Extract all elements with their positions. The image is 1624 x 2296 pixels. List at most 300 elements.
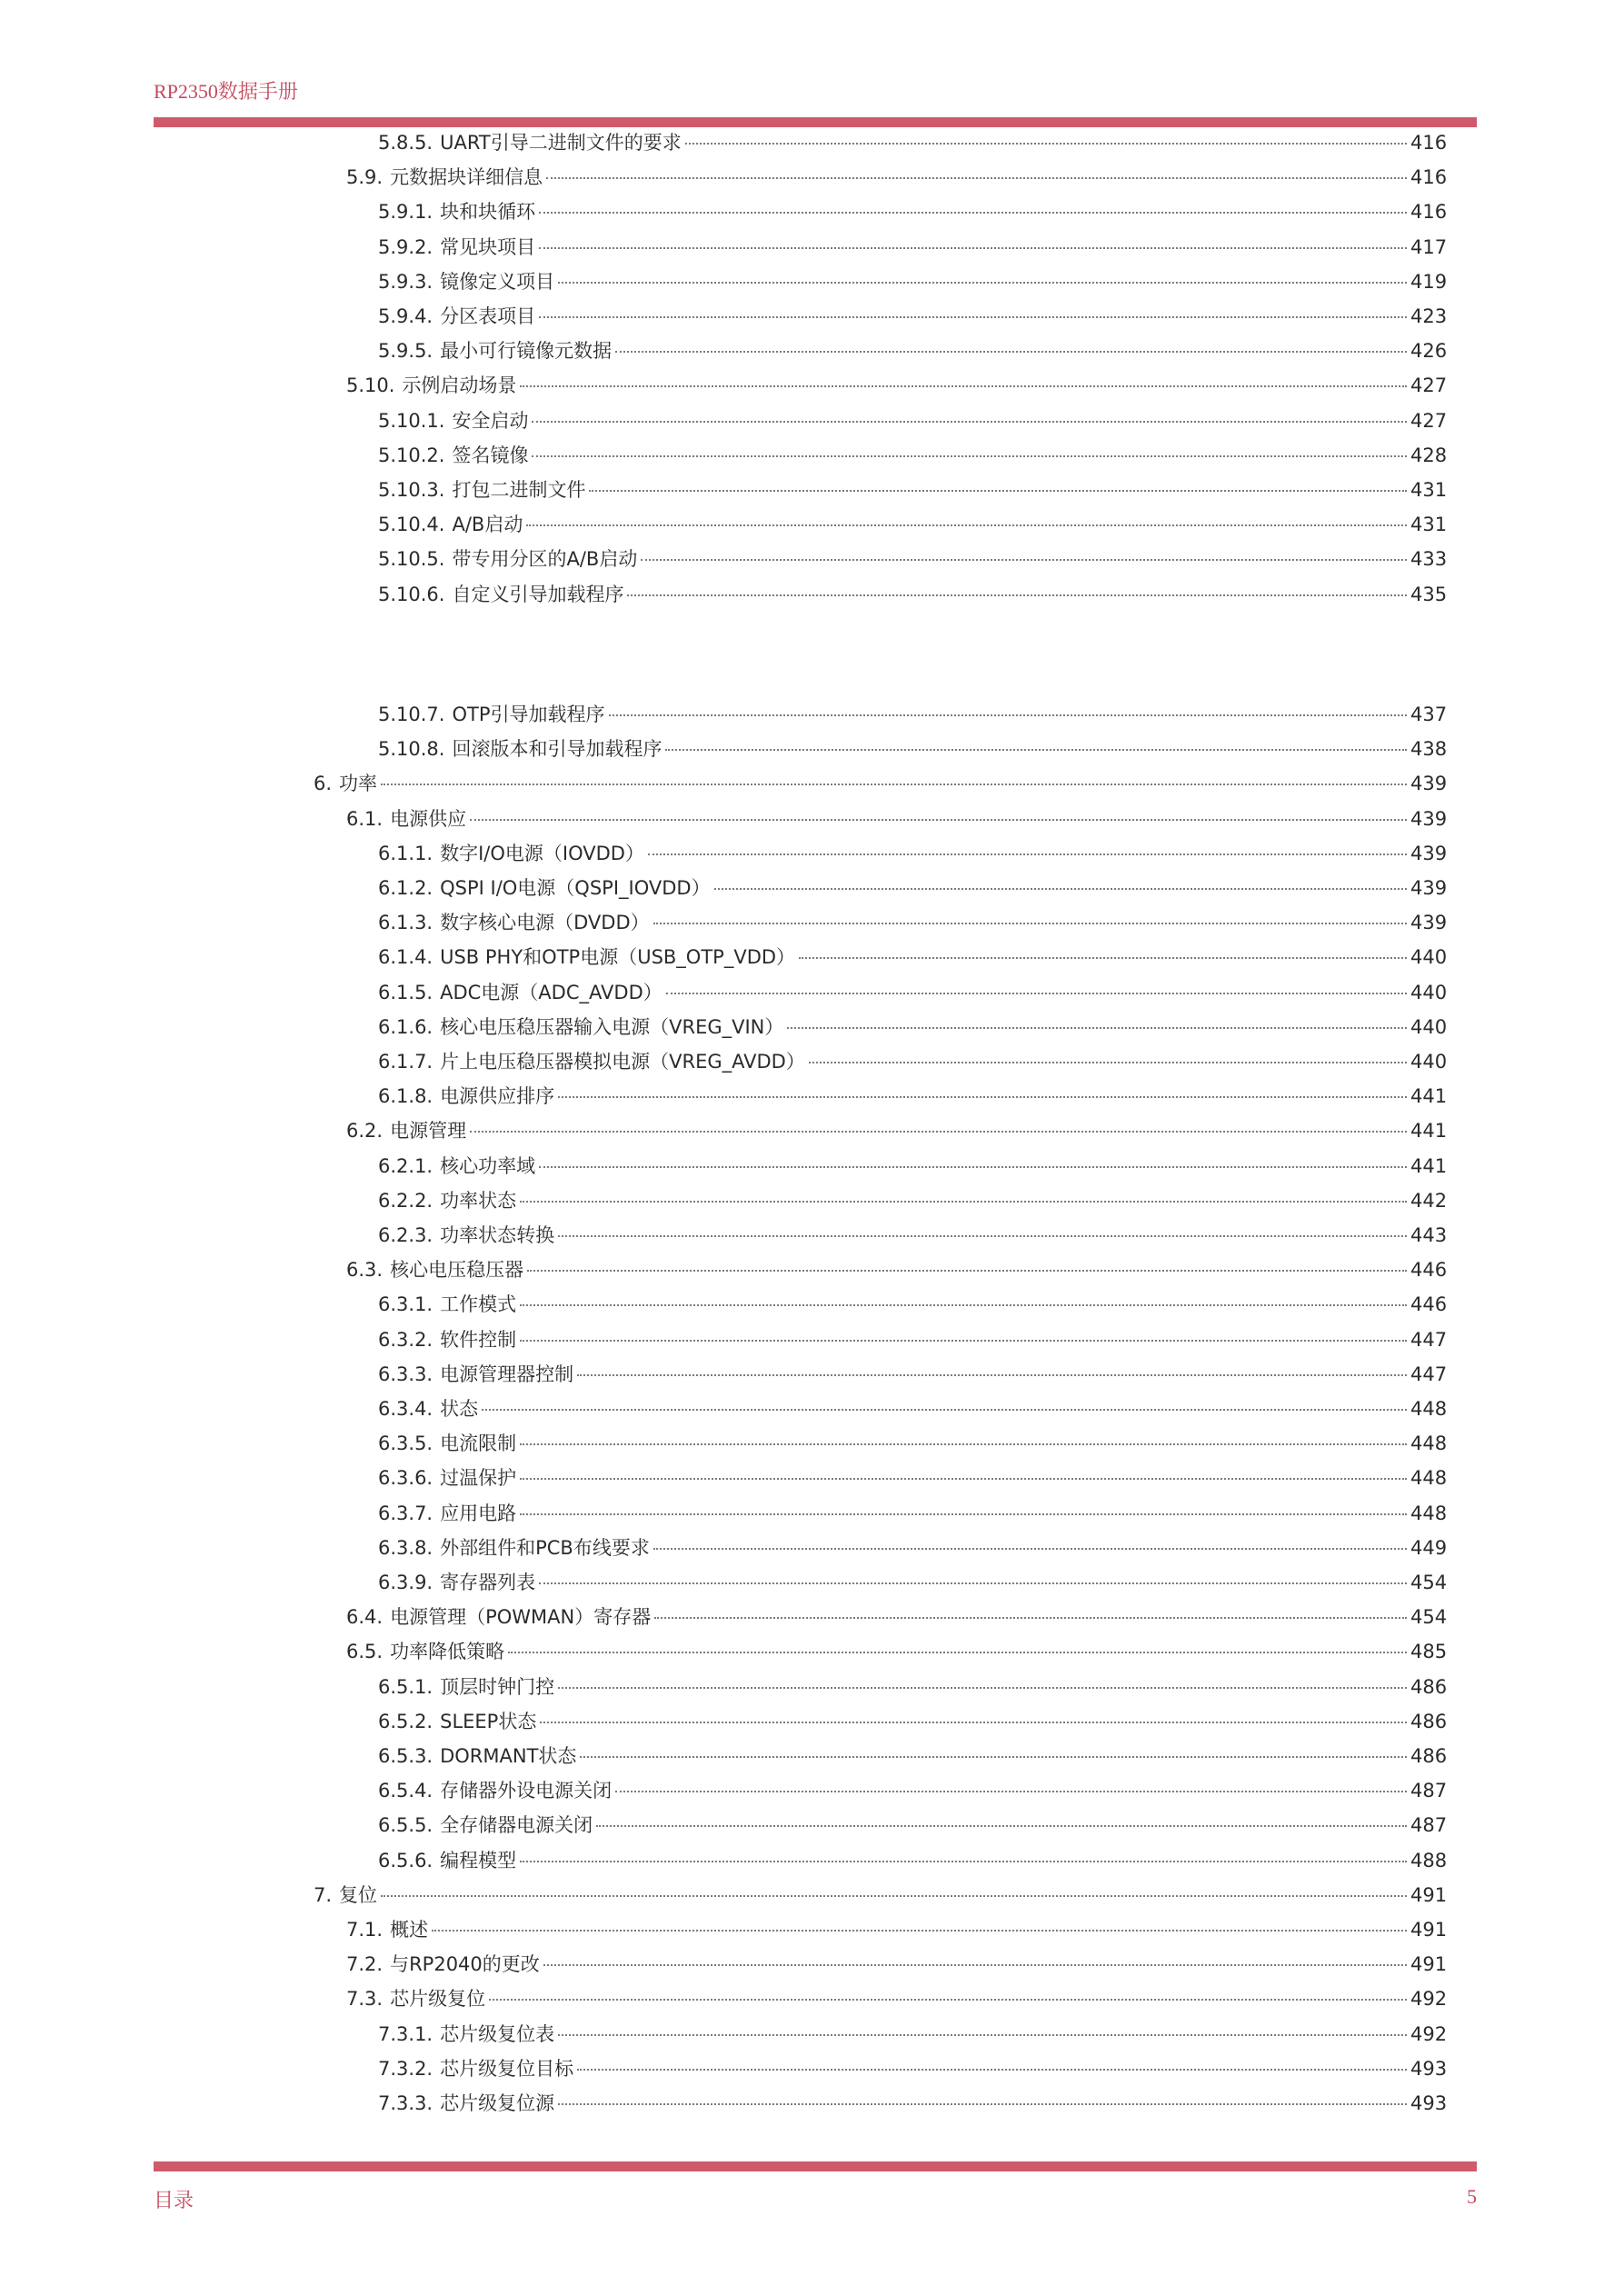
toc-entry[interactable] xyxy=(378,1812,1447,1839)
toc-entry-page: 417 xyxy=(1410,235,1448,258)
toc-entry-title: UART引导二进制文件的要求 xyxy=(440,132,682,154)
toc-entry-number: 6.1.1. xyxy=(378,842,433,864)
toc-entry[interactable] xyxy=(378,1187,1447,1214)
toc-entry-number: 6.1. xyxy=(346,807,384,830)
toc-entry-label xyxy=(378,2055,573,2082)
toc-entry[interactable] xyxy=(346,1916,1447,1943)
toc-entry-label xyxy=(346,164,543,191)
dot-leader xyxy=(526,524,1407,526)
toc-entry-number: 5.10.4. xyxy=(378,514,445,536)
dot-leader xyxy=(520,1340,1407,1342)
toc-entry[interactable] xyxy=(378,874,1447,902)
dot-leader xyxy=(787,1027,1407,1029)
toc-entry-title: 功率降低策略 xyxy=(390,1641,505,1663)
toc-entry-label xyxy=(378,1187,516,1214)
toc-entry-title: 数字核心电源（DVDD） xyxy=(440,912,650,934)
toc-entry[interactable] xyxy=(378,1500,1447,1527)
toc-entry-label xyxy=(378,735,662,763)
toc-entry-title: 软件控制 xyxy=(440,1328,517,1351)
dot-leader xyxy=(580,1756,1407,1758)
toc-entry-label xyxy=(378,909,650,936)
dot-leader xyxy=(527,1270,1407,1272)
toc-entry-title: 最小可行镜像元数据 xyxy=(440,340,613,363)
toc-entry-page: 437 xyxy=(1410,704,1448,725)
dot-leader xyxy=(543,1964,1407,1966)
toc-entry-title: 电源供应排序 xyxy=(440,1085,555,1108)
toc-entry-title: 自定义引导加载程序 xyxy=(452,583,624,605)
dot-leader xyxy=(532,421,1407,423)
toc-entry[interactable] xyxy=(346,1638,1447,1665)
toc-entry-label xyxy=(378,2090,554,2117)
toc-entry-page: 438 xyxy=(1410,738,1448,761)
toc-entry-number: 6.1.8. xyxy=(378,1085,433,1108)
toc-entry-number: 6.2.2. xyxy=(378,1189,433,1212)
toc-entry-label xyxy=(378,303,535,330)
toc-entry[interactable] xyxy=(314,1882,1447,1909)
toc-entry-label xyxy=(346,1916,428,1943)
toc-entry-number: 6.3.1. xyxy=(378,1293,433,1316)
toc-entry-page: 492 xyxy=(1410,2022,1448,2045)
toc-entry-page: 447 xyxy=(1410,1363,1448,1385)
toc-entry-number: 6.5.6. xyxy=(378,1849,433,1872)
toc-entry-label xyxy=(378,1812,593,1839)
toc-entry-title: 电源供应 xyxy=(390,807,467,830)
toc-entry-title: 打包二进制文件 xyxy=(452,479,586,501)
toc-entry-title: 片上电压稳压器模拟电源（VREG_AVDD） xyxy=(440,1051,805,1073)
toc-entry-label xyxy=(378,979,663,1006)
toc-entry-page: 440 xyxy=(1410,1051,1448,1073)
toc-entry-page: 493 xyxy=(1410,2092,1448,2114)
toc-entry-title: 块和块循环 xyxy=(440,201,536,224)
toc-entry-page: 435 xyxy=(1410,583,1448,605)
toc-entry-number: 6.3.9. xyxy=(378,1572,433,1593)
toc-entry-page: 448 xyxy=(1410,1398,1448,1420)
dot-leader xyxy=(648,854,1407,855)
toc-entry-page: 441 xyxy=(1410,1120,1448,1143)
toc-entry[interactable] xyxy=(378,2055,1447,2082)
dot-leader xyxy=(540,1722,1407,1723)
toc-entry-title: 寄存器列表 xyxy=(440,1572,536,1593)
toc-entry-title: 全存储器电源关闭 xyxy=(440,1814,593,1837)
footer-section-label: 目录 xyxy=(154,2189,194,2211)
dot-leader xyxy=(520,385,1407,387)
toc-entry[interactable] xyxy=(378,1569,1447,1596)
toc-entry-title: 功率状态转换 xyxy=(440,1224,555,1246)
toc-entry[interactable] xyxy=(378,337,1447,364)
dot-leader xyxy=(685,143,1407,145)
toc-entry[interactable] xyxy=(346,805,1447,833)
toc-entry-title: 安全启动 xyxy=(452,409,529,432)
toc-entry-page: 439 xyxy=(1410,912,1448,934)
toc-entry-number: 5.9.3. xyxy=(378,270,433,293)
toc-entry-title: 状态 xyxy=(440,1398,479,1420)
toc-entry-page: 491 xyxy=(1410,1883,1448,1906)
toc-entry[interactable] xyxy=(346,1951,1447,1978)
toc-entry-label xyxy=(314,1882,377,1909)
dot-leader xyxy=(653,923,1407,924)
toc-entry-number: 5.9.5. xyxy=(378,340,433,363)
toc-entry-label xyxy=(378,1013,783,1041)
toc-entry[interactable] xyxy=(378,735,1447,763)
toc-entry-number: 6.1.3. xyxy=(378,912,433,934)
toc-entry-page: 448 xyxy=(1410,1433,1448,1455)
toc-entry-number: 5.10.5. xyxy=(378,548,445,571)
toc-entry-page: 442 xyxy=(1410,1189,1448,1212)
toc-entry-title: 核心电压稳压器 xyxy=(390,1259,524,1282)
toc-entry-label xyxy=(378,1326,516,1353)
dot-leader xyxy=(432,1930,1407,1932)
toc-entry-label xyxy=(378,476,585,504)
toc-entry-number: 5.9.1. xyxy=(378,201,433,224)
toc-entry-label xyxy=(378,1777,612,1804)
toc-entry-number: 6.3.3. xyxy=(378,1363,433,1385)
toc-entry-title: SLEEP状态 xyxy=(440,1710,537,1732)
toc-entry-page: 487 xyxy=(1410,1814,1448,1837)
dot-leader xyxy=(482,1409,1407,1411)
toc-entry[interactable] xyxy=(378,1291,1447,1318)
toc-entry[interactable] xyxy=(378,1326,1447,1353)
toc-entry-title: 应用电路 xyxy=(440,1502,517,1524)
toc-entry[interactable] xyxy=(378,442,1447,469)
toc-entry-page: 491 xyxy=(1410,1953,1448,1976)
toc-entry-number: 6.3.5. xyxy=(378,1433,433,1455)
toc-entry-title: 电源管理器控制 xyxy=(440,1363,574,1385)
toc-entry-title: 与RP2040的更改 xyxy=(390,1953,540,1976)
toc-entry-title: 芯片级复位目标 xyxy=(440,2057,574,2080)
toc-entry-page: 486 xyxy=(1410,1675,1448,1698)
dot-leader xyxy=(615,1791,1407,1792)
dot-leader xyxy=(520,1443,1407,1445)
toc-entry-page: 454 xyxy=(1410,1572,1448,1593)
toc-entry-title: 分区表项目 xyxy=(440,305,536,327)
toc-entry-title: 复位 xyxy=(339,1883,378,1906)
toc-entry-page: 416 xyxy=(1410,166,1448,189)
toc-entry-page: 486 xyxy=(1410,1710,1448,1732)
toc-entry-label xyxy=(378,1048,805,1075)
toc-entry-label xyxy=(378,268,554,295)
toc-entry-title: DORMANT状态 xyxy=(440,1745,577,1767)
toc-entry[interactable] xyxy=(378,1673,1447,1701)
dot-leader xyxy=(520,1478,1407,1480)
toc-entry-page: 427 xyxy=(1410,409,1448,432)
toc-entry-number: 6.5.2. xyxy=(378,1710,433,1732)
dot-leader xyxy=(653,1548,1407,1550)
toc-entry-label xyxy=(378,545,637,573)
dot-leader xyxy=(596,1825,1407,1827)
toc-entry-title: 电源管理 xyxy=(390,1120,467,1143)
toc-entry-page: 488 xyxy=(1410,1849,1448,1872)
toc-entry-title: 功率状态 xyxy=(440,1189,517,1212)
toc-entry-number: 6.3. xyxy=(346,1259,384,1282)
toc-entry-number: 6.2. xyxy=(346,1120,384,1143)
dot-leader xyxy=(539,1166,1407,1168)
toc-entry-number: 6. xyxy=(314,773,333,795)
toc-entry-page: 426 xyxy=(1410,340,1448,363)
toc-entry[interactable] xyxy=(378,979,1447,1006)
toc-entry-page: 448 xyxy=(1410,1502,1448,1524)
toc-entry-page: 485 xyxy=(1410,1641,1448,1663)
toc-entry-label xyxy=(378,1222,554,1249)
toc-entry-number: 6.5.3. xyxy=(378,1745,433,1767)
toc-entry-page: 441 xyxy=(1410,1085,1448,1108)
toc-entry-label xyxy=(378,1534,650,1562)
dot-leader xyxy=(520,1304,1407,1306)
toc-entry[interactable] xyxy=(378,1083,1447,1110)
toc-entry-label xyxy=(378,1395,478,1423)
toc-entry-page: 441 xyxy=(1410,1154,1448,1177)
dot-leader xyxy=(666,993,1407,994)
toc-entry-label xyxy=(378,129,682,156)
toc-entry-number: 6.3.8. xyxy=(378,1536,433,1559)
toc-entry-title: 数字I/O电源（IOVDD） xyxy=(440,842,644,864)
toc-entry-page: 439 xyxy=(1410,807,1448,830)
toc-entry-label xyxy=(378,234,535,261)
toc-entry-title: 芯片级复位 xyxy=(390,1988,486,2011)
toc-entry-title: 电源管理（POWMAN）寄存器 xyxy=(390,1606,652,1629)
toc-entry-number: 6.3.6. xyxy=(378,1467,433,1490)
toc-entry-number: 5.10.6. xyxy=(378,583,445,605)
toc-entry-number: 6.2.1. xyxy=(378,1154,433,1177)
toc-entry[interactable] xyxy=(378,1430,1447,1457)
toc-entry[interactable] xyxy=(378,545,1447,573)
dot-leader xyxy=(809,1062,1407,1063)
dot-leader xyxy=(470,1131,1407,1133)
toc-entry-number: 7.3.1. xyxy=(378,2022,433,2045)
toc-entry-number: 7.3.2. xyxy=(378,2057,433,2080)
toc-entry[interactable] xyxy=(378,303,1447,330)
toc-entry-title: 镜像定义项目 xyxy=(440,270,555,293)
toc-entry[interactable] xyxy=(378,1534,1447,1562)
toc-entry-label xyxy=(378,337,612,364)
dot-leader xyxy=(546,177,1407,179)
toc-entry-page: 449 xyxy=(1410,1536,1448,1559)
toc-entry-page: 423 xyxy=(1410,305,1448,327)
toc-entry[interactable] xyxy=(378,1395,1447,1423)
toc-entry-label xyxy=(378,198,535,225)
toc-entry-page: 416 xyxy=(1410,201,1448,224)
toc-entry-page: 493 xyxy=(1410,2057,1448,2080)
toc-entry[interactable] xyxy=(378,2090,1447,2117)
toc-entry[interactable] xyxy=(378,581,1447,608)
dot-leader xyxy=(589,490,1407,492)
toc-entry-title: OTP引导加载程序 xyxy=(452,704,605,725)
toc-entry-label xyxy=(378,1430,516,1457)
toc-entry-number: 5.10.7. xyxy=(378,704,445,725)
dot-leader xyxy=(654,1617,1407,1619)
toc-entry-number: 6.5.1. xyxy=(378,1675,433,1698)
toc-entry-title: 带专用分区的A/B启动 xyxy=(452,548,638,571)
toc-entry-label xyxy=(378,1153,535,1180)
toc-entry-label xyxy=(378,1291,516,1318)
dot-leader xyxy=(799,957,1407,959)
toc-entry-number: 6.3.2. xyxy=(378,1328,433,1351)
toc-entry[interactable] xyxy=(378,476,1447,504)
toc-entry[interactable] xyxy=(346,1603,1447,1631)
toc-entry-label xyxy=(378,581,623,608)
toc-entry-number: 5.10.2. xyxy=(378,444,445,466)
toc-entry-label xyxy=(378,407,528,434)
toc-entry-label xyxy=(346,1117,466,1144)
toc-entry-number: 6.1.4. xyxy=(378,946,433,969)
toc-entry[interactable] xyxy=(378,1777,1447,1804)
toc-entry-number: 5.10.8. xyxy=(378,738,445,761)
toc-entry-title: QSPI I/O电源（QSPI_IOVDD） xyxy=(440,877,711,899)
toc-entry[interactable] xyxy=(378,1361,1447,1388)
toc-entry-label xyxy=(346,1985,485,2012)
toc-entry-page: 439 xyxy=(1410,877,1448,899)
toc-entry-label xyxy=(314,770,377,797)
toc-entry[interactable] xyxy=(378,129,1447,156)
dot-leader xyxy=(714,888,1407,890)
toc-entry-title: A/B启动 xyxy=(452,514,523,536)
toc-entry-page: 446 xyxy=(1410,1259,1448,1282)
toc-entry-number: 6.3.4. xyxy=(378,1398,433,1420)
toc-entry-number: 6.5.4. xyxy=(378,1780,433,1802)
toc-entry-title: 示例启动场景 xyxy=(402,374,517,397)
toc-entry-page: 447 xyxy=(1410,1328,1448,1351)
toc-entry[interactable] xyxy=(378,1048,1447,1075)
toc-entry-page: 439 xyxy=(1410,842,1448,864)
toc-entry-number: 7. xyxy=(314,1883,333,1906)
toc-entry-number: 6.3.7. xyxy=(378,1502,433,1524)
dot-leader xyxy=(558,1235,1407,1237)
toc-entry-page: 431 xyxy=(1410,479,1448,501)
dot-leader xyxy=(615,351,1407,353)
toc-entry[interactable] xyxy=(346,372,1447,399)
toc-entry[interactable] xyxy=(378,840,1447,867)
toc-entry-label xyxy=(346,805,466,833)
toc-entry-title: 芯片级复位源 xyxy=(440,2092,555,2114)
toc-entry-label xyxy=(378,1847,516,1874)
toc-entry-number: 5.10.3. xyxy=(378,479,445,501)
toc-entry-title: 外部组件和PCB布线要求 xyxy=(440,1536,650,1559)
toc-entry[interactable] xyxy=(378,1847,1447,1874)
toc-entry[interactable] xyxy=(378,407,1447,434)
toc-entry[interactable] xyxy=(378,1708,1447,1735)
toc-entry-page: 419 xyxy=(1410,270,1448,293)
toc-entry-title: 顶层时钟门控 xyxy=(440,1675,555,1698)
toc-entry-page: 448 xyxy=(1410,1467,1448,1490)
toc-entry[interactable] xyxy=(378,701,1447,728)
toc-entry-label xyxy=(378,1500,516,1527)
toc-entry-title: 签名镜像 xyxy=(452,444,529,466)
dot-leader xyxy=(381,1895,1407,1897)
toc-entry-label xyxy=(378,1464,516,1492)
toc-entry-page: 439 xyxy=(1410,773,1448,795)
toc-entry-title: 工作模式 xyxy=(440,1293,517,1316)
dot-leader xyxy=(627,594,1407,596)
toc-entry[interactable] xyxy=(346,1256,1447,1283)
dot-leader xyxy=(539,316,1407,318)
footer-rule xyxy=(154,2161,1477,2171)
toc-entry-number: 6.4. xyxy=(346,1606,384,1629)
toc-entry-number: 5.8.5. xyxy=(378,132,433,154)
dot-leader xyxy=(470,819,1407,821)
toc-entry-title: 元数据块详细信息 xyxy=(390,166,543,189)
toc-entry[interactable] xyxy=(378,1222,1447,1249)
toc-entry-number: 7.1. xyxy=(346,1919,384,1941)
toc-entry-label xyxy=(378,943,795,971)
toc-entry[interactable] xyxy=(378,234,1447,261)
toc-entry[interactable] xyxy=(378,1153,1447,1180)
toc-entry-label xyxy=(346,1256,523,1283)
toc-entry-label xyxy=(378,2021,554,2048)
toc-entry[interactable] xyxy=(378,511,1447,538)
toc-entry-number: 5.9. xyxy=(346,166,384,189)
toc-entry-page: 454 xyxy=(1410,1606,1448,1629)
toc-entry-title: 过温保护 xyxy=(440,1467,517,1490)
toc-entry-number: 7.3.3. xyxy=(378,2092,433,2114)
dot-leader xyxy=(539,1582,1407,1584)
toc-entry[interactable] xyxy=(378,1013,1447,1041)
toc-entry-title: 概述 xyxy=(390,1919,429,1941)
toc-entry-page: 440 xyxy=(1410,981,1448,1003)
dot-leader xyxy=(520,1201,1407,1203)
toc-entry-title: 功率 xyxy=(339,773,378,795)
toc-entry-page: 416 xyxy=(1410,132,1448,154)
page-number: 5 xyxy=(1467,2185,1477,2208)
toc-entry-label xyxy=(378,1083,554,1110)
toc-entry-page: 428 xyxy=(1410,444,1448,466)
dot-leader xyxy=(665,749,1407,751)
toc-entry[interactable] xyxy=(378,1742,1447,1770)
dot-leader xyxy=(558,2103,1407,2105)
toc-entry-number: 5.10. xyxy=(346,374,395,397)
toc-entry[interactable] xyxy=(378,268,1447,295)
toc-entry-number: 7.3. xyxy=(346,1988,384,2011)
toc-entry-page: 486 xyxy=(1410,1745,1448,1767)
toc-entry[interactable] xyxy=(378,198,1447,225)
dot-leader xyxy=(558,1687,1407,1689)
toc-entry-number: 5.10.1. xyxy=(378,409,445,432)
toc-entry-title: 核心电压稳压器输入电源（VREG_VIN） xyxy=(440,1015,784,1038)
toc-entry-number: 6.1.5. xyxy=(378,981,433,1003)
toc-entry-label xyxy=(378,1361,573,1388)
toc-entry[interactable] xyxy=(378,909,1447,936)
toc-entry[interactable] xyxy=(378,2021,1447,2048)
dot-leader xyxy=(609,714,1407,716)
toc-entry[interactable] xyxy=(378,1464,1447,1492)
toc-entry[interactable] xyxy=(378,943,1447,971)
toc-entry-label xyxy=(378,511,523,538)
toc-entry[interactable] xyxy=(314,770,1447,797)
toc-entry-number: 5.9.2. xyxy=(378,235,433,258)
toc-entry[interactable] xyxy=(346,1985,1447,2012)
dot-leader xyxy=(508,1652,1407,1653)
dot-leader xyxy=(577,2069,1407,2071)
toc-entry-number: 6.2.3. xyxy=(378,1224,433,1246)
toc-entry-label xyxy=(378,840,644,867)
toc-entry[interactable] xyxy=(346,164,1447,191)
dot-leader xyxy=(641,559,1407,561)
document-title: RP2350数据手册 xyxy=(154,80,298,103)
toc-entry-page: 431 xyxy=(1410,514,1448,536)
dot-leader xyxy=(381,784,1407,785)
toc-entry-page: 443 xyxy=(1410,1224,1448,1246)
dot-leader xyxy=(558,2034,1407,2036)
toc-entry[interactable] xyxy=(346,1117,1447,1144)
toc-entry-title: 回滚版本和引导加载程序 xyxy=(452,738,663,761)
toc-entry-number: 6.1.7. xyxy=(378,1051,433,1073)
dot-leader xyxy=(577,1374,1407,1376)
toc-entry-title: 芯片级复位表 xyxy=(440,2022,555,2045)
toc-entry-page: 487 xyxy=(1410,1780,1448,1802)
toc-entry-number: 7.2. xyxy=(346,1953,384,1976)
toc-entry-number: 6.1.6. xyxy=(378,1015,433,1038)
toc-entry-title: 存储器外设电源关闭 xyxy=(440,1780,613,1802)
toc-entry-title: 常见块项目 xyxy=(440,235,536,258)
dot-leader xyxy=(520,1513,1407,1515)
